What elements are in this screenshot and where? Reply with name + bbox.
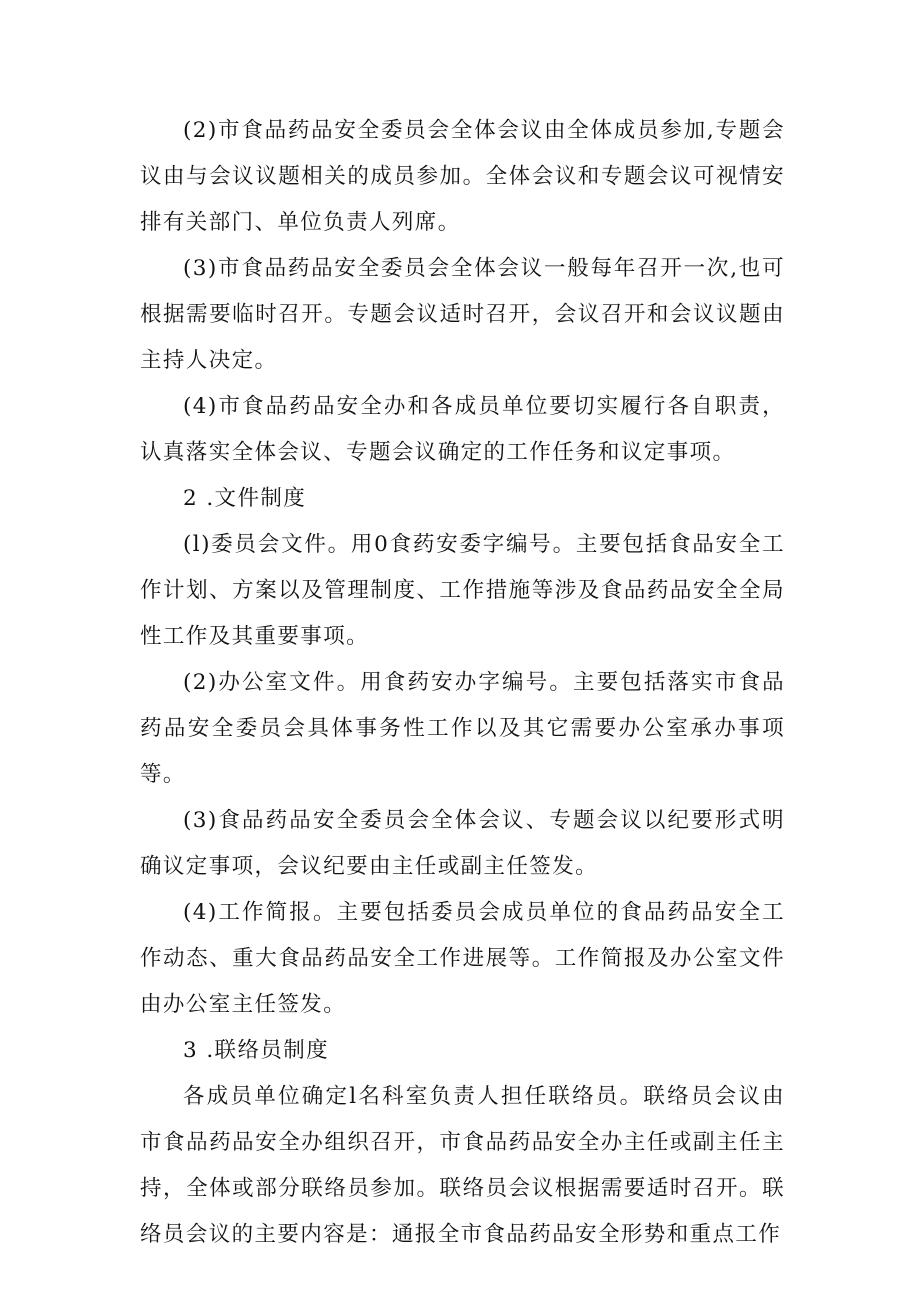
paragraph-meeting-duties: (4)市食品药品安全办和各成员单位要切实履行各自职责，认真落实全体会议、专题会议确定的工作任务和议定事项。 [140,394,785,465]
paragraph-office-documents: (2)办公室文件。用食药安办字编号。主要包括落实市食品药品安全委员会具体事务性工作以及其它需要办公室承办事项等。 [140,670,785,787]
paragraph-committee-documents: (l)委员会文件。用0食药安委字编号。主要包括食品安全工作计划、方案以及管理制度、工作措施等涉及食品药品安全全局性工作及其重要事项。 [140,532,785,649]
section-heading-liaison-system: 3 .联络员制度 [183,1038,330,1063]
section-heading-document-system: 2 .文件制度 [183,486,307,511]
paragraph-work-bulletin: (4)工作简报。主要包括委员会成员单位的食品药品安全工作动态、重大食品药品安全工作进展等。工作简报及办公室文件由办公室主任签发。 [140,900,785,1017]
paragraph-liaison-officers: 各成员单位确定l名科室负责人担任联络员。联络员会议由市食品药品安全办组织召开，市食品药品安全办主任或副主任主持，全体或部分联络员参加。联络员会议根据需要适时召开。联络员会议的主要内容是：通报全市食品药品安全形势和重点工作 [140,1084,785,1247]
paragraph-meeting-attendance: (2)市食品药品安全委员会全体会议由全体成员参加,专题会议由与会议议题相关的成员参加。全体会议和专题会议可视情安排有关部门、单位负责人列席。 [140,118,785,235]
paragraph-meeting-frequency: (3)市食品药品安全委员会全体会议一般每年召开一次,也可根据需要临时召开。专题会议适时召开，会议召开和会议议题由主持人决定。 [140,256,785,373]
paragraph-meeting-minutes: (3)食品药品安全委员会全体会议、专题会议以纪要形式明确议定事项，会议纪要由主任或副主任签发。 [140,808,785,879]
document-body [140,108,785,1258]
